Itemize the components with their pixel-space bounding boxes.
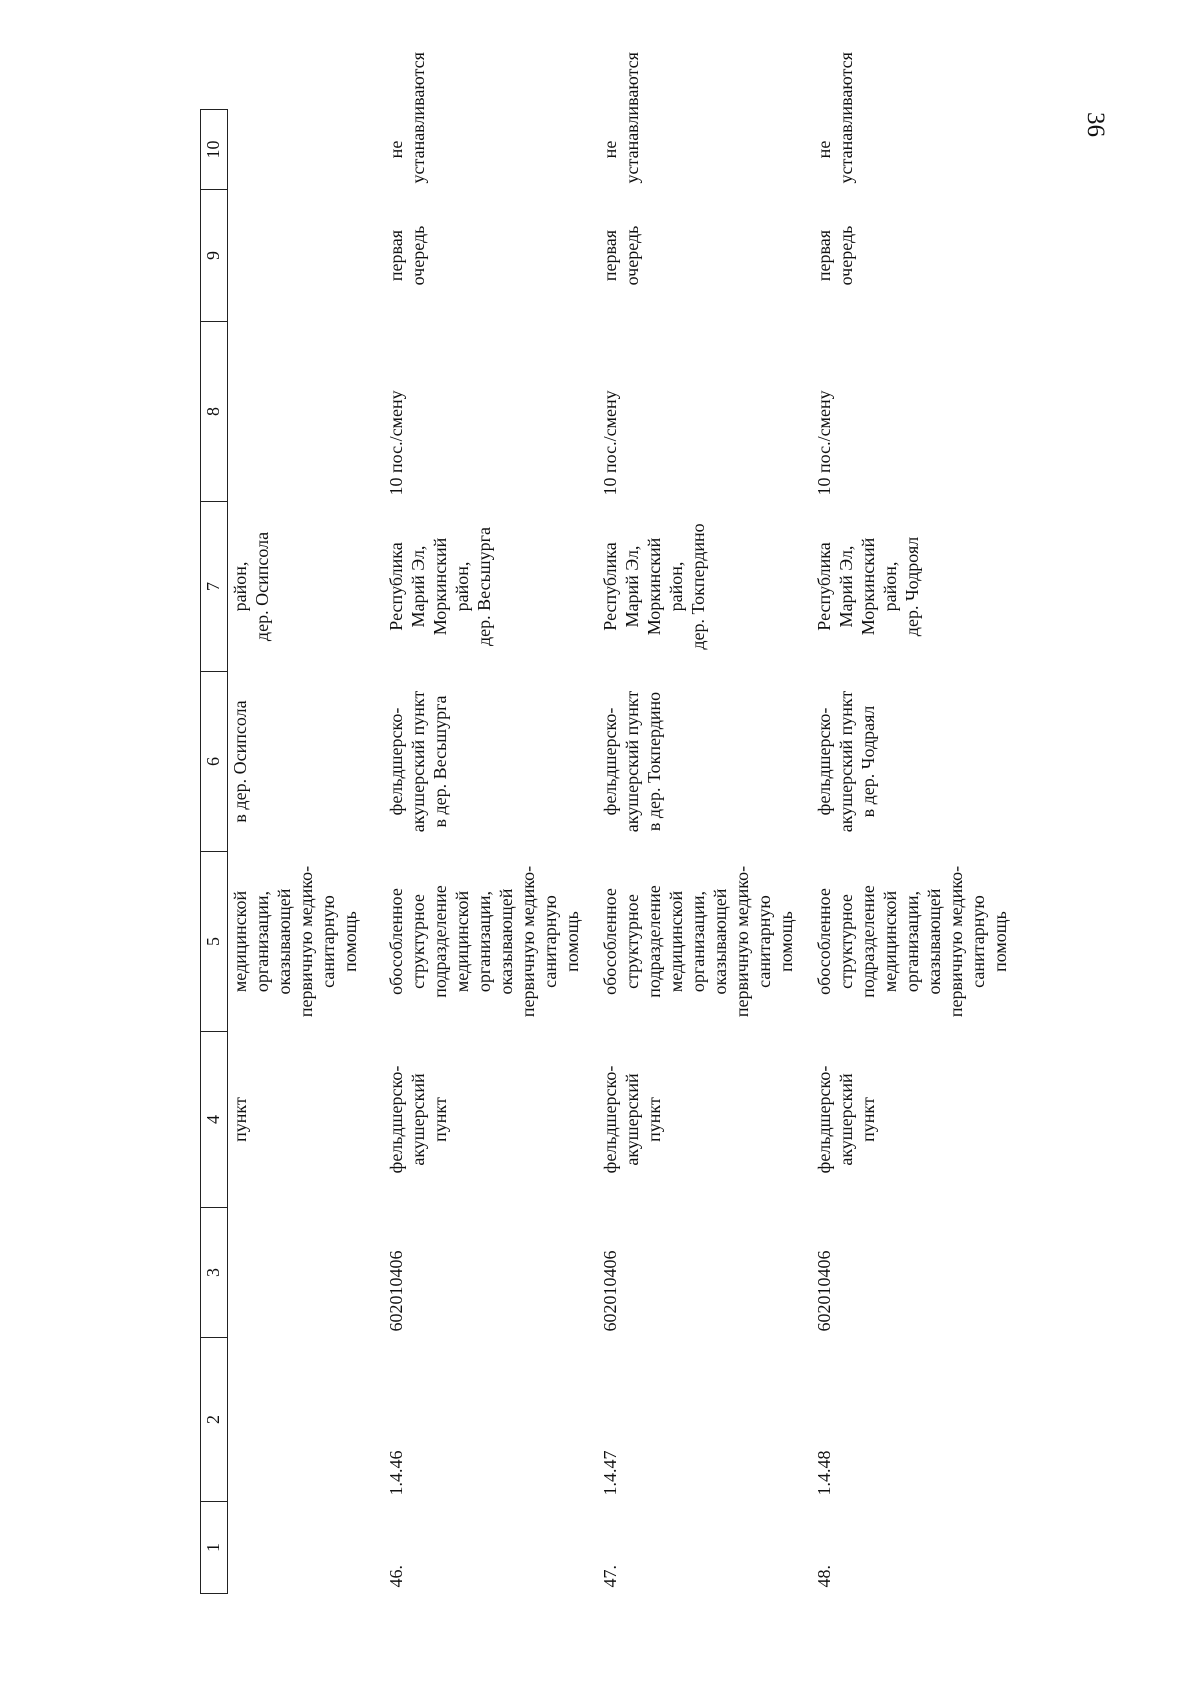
row-number-cell: 46. [386, 1565, 406, 1588]
column-number-header: 2 [201, 1338, 228, 1502]
subdivision-cell: медицинской организации, оказывающей первичную медико- санитарную помощь [230, 865, 360, 1018]
rotated-page-content [200, 52, 1010, 1594]
address-cell: Республика Марий Эл, Моркинский район, дер. Чодроял [814, 536, 922, 637]
subdivision-cell: обособленное структурное подразделение медицинской организации, оказывающей первичную медико- санитарную помощь [814, 865, 1010, 1018]
code-cell: 1.4.48 [814, 1450, 834, 1496]
priority-cell: первая очередь [814, 225, 856, 286]
address-cell: Республика Марий Эл, Моркинский район, дер. Весьшурга [386, 526, 494, 647]
page-number: 36 [1082, 112, 1109, 137]
code-cell: 1.4.46 [386, 1450, 406, 1496]
priority-cell: первая очередь [386, 225, 428, 286]
column-number-header: 10 [201, 110, 228, 190]
oktmo-cell: 602010406 [600, 1250, 620, 1332]
empty-cell [228, 110, 379, 190]
table-row [592, 110, 806, 1594]
facility-type-cell: фельдшерско- акушерский пункт [386, 1065, 450, 1174]
column-number-header: 1 [201, 1502, 228, 1594]
oktmo-cell: 602010406 [814, 1250, 834, 1332]
empty-cell [228, 1208, 379, 1338]
row-number-cell: 47. [600, 1565, 620, 1588]
facility-name-cell: фельдшерско- акушерский пункт в дер. Токпердино [600, 690, 664, 833]
column-number-header: 6 [201, 672, 228, 852]
note-cell: не устанавливаются [600, 52, 642, 184]
facility-name-cell: в дер. Осипсола [230, 700, 250, 823]
subdivision-cell: обособленное структурное подразделение медицинской организации, оказывающей первичную медико- санитарную помощь [386, 865, 582, 1018]
facility-name-cell: фельдшерско- акушерский пункт в дер. Чодраял [814, 690, 878, 833]
table-row [378, 110, 592, 1594]
table-row [806, 110, 1020, 1594]
facility-type-cell: пункт [230, 1097, 250, 1142]
address-cell: Республика Марий Эл, Моркинский район, дер. Токпердино [600, 523, 708, 650]
column-number-header-row [201, 110, 228, 1594]
column-number-header: 8 [201, 322, 228, 502]
address-cell: район, дер. Осипсола [230, 531, 272, 642]
column-number-header: 3 [201, 1208, 228, 1338]
capacity-cell: 10 пос./смену [386, 390, 406, 496]
empty-cell [228, 322, 379, 502]
column-number-header: 5 [201, 852, 228, 1032]
row-number-cell: 48. [814, 1565, 834, 1588]
facilities-table [200, 52, 1020, 1594]
subdivision-cell: обособленное структурное подразделение медицинской организации, оказывающей первичную медико- санитарную помощь [600, 865, 796, 1018]
code-cell: 1.4.47 [600, 1450, 620, 1496]
facility-type-cell: фельдшерско- акушерский пункт [600, 1065, 664, 1174]
capacity-cell: 10 пос./смену [600, 390, 620, 496]
facility-name-cell: фельдшерско- акушерский пункт в дер. Весьшурга [386, 690, 450, 833]
empty-cell [228, 1338, 379, 1502]
column-number-header: 7 [201, 502, 228, 672]
capacity-cell: 10 пос./смену [814, 390, 834, 496]
facility-type-cell: фельдшерско- акушерский пункт [814, 1065, 878, 1174]
column-number-header: 4 [201, 1032, 228, 1208]
oktmo-cell: 602010406 [386, 1250, 406, 1332]
note-cell: не устанавливаются [814, 52, 856, 184]
continuation-row [228, 110, 379, 1594]
note-cell: не устанавливаются [386, 52, 428, 184]
column-number-header: 9 [201, 190, 228, 322]
empty-cell [228, 190, 379, 322]
empty-cell [228, 1502, 379, 1594]
priority-cell: первая очередь [600, 225, 642, 286]
